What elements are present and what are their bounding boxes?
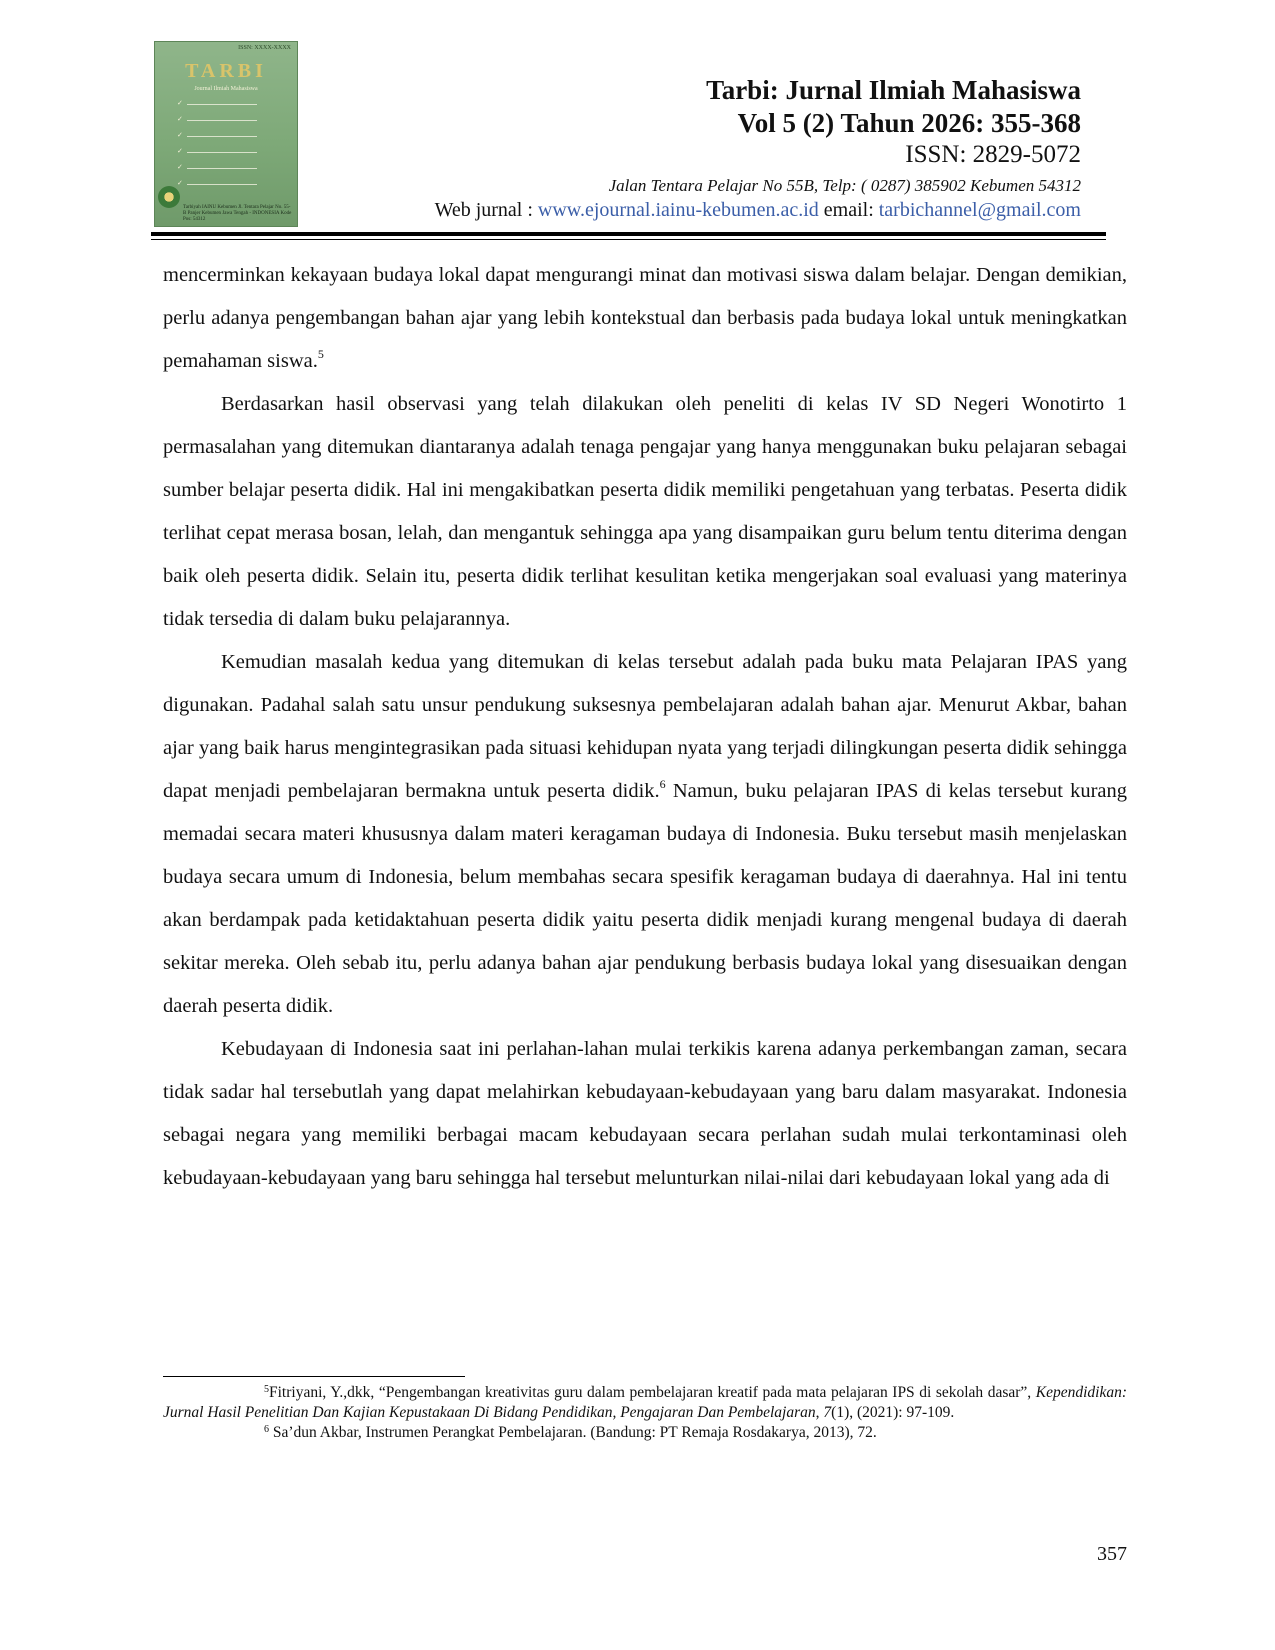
paragraph-text: Namun, buku pelajaran IPAS di kelas tersebut kurang memadai secara materi khususnya dalam materi keragaman budaya di Indonesia. Buku tersebut masih menjelaskan budaya secara umum di Indonesia, belum membahas secara spesifik keragaman budaya di daerahnya. Hal ini tentu akan berdampak pada ketidaktahuan peserta didik yaitu peserta didik menjadi kurang mengenal budaya di daerah sekitar mereka. Oleh sebab itu, perlu adanya bahan ajar pendukung berbasis budaya lokal yang disesuaikan dengan daerah peserta didik.: [163, 780, 1127, 1017]
footnote-text: Sa’dun Akbar, Instrumen Perangkat Pembelajaran. (Bandung: PT Remaja Rosdakarya, 2013), 72.: [269, 1424, 877, 1441]
footnote-divider: [163, 1376, 465, 1377]
journal-volume: Vol 5 (2) Tahun 2026: 355-368: [737, 108, 1081, 138]
paragraph-text: mencerminkan kekayaan budaya lokal dapat mengurangi minat dan motivasi siswa dalam belajar. Dengan demikian, perlu adanya pengembangan bahan ajar yang lebih kontekstual dan berbasis pada budaya lokal untuk meningkatkan pemahaman siswa.: [163, 264, 1127, 372]
footnote-ref[interactable]: 6: [659, 777, 666, 791]
cover-title: TARBI: [185, 60, 267, 82]
web-link[interactable]: www.ejournal.iainu-kebumen.ac.id: [537, 199, 819, 221]
journal-web-line: [435, 199, 1081, 222]
footnote-5: [163, 1383, 1127, 1423]
check-icon: ✓: [177, 99, 183, 107]
cover-line: [187, 104, 257, 105]
paragraph-3: [163, 641, 1127, 1028]
cover-line: [187, 184, 257, 185]
check-icon: ✓: [177, 131, 183, 139]
journal-address: Jalan Tentara Pelajar No 55B, Telp: ( 0287) 385902 Kebumen 54312: [608, 176, 1081, 195]
paragraph-4: Kebudayaan di Indonesia saat ini perlahan-lahan mulai terkikis karena adanya perkembangan zaman, secara tidak sadar hal tersebutlah yang dapat melahirkan kebudayaan-kebudayaan yang baru dalam masyarakat. Indonesia sebagai negara yang memiliki berbagai macam kebudayaan secara perlahan sudah mulai terkontaminasi oleh kebudayaan-kebudayaan yang baru sehingga hal tersebut melunturkan nilai-nilai dari kebudayaan lokal yang ada di: [163, 1038, 1127, 1189]
footnote-text: (1), (2021): 97-109.: [831, 1404, 955, 1421]
cover-line: [187, 152, 257, 153]
email-label: email:: [818, 199, 879, 221]
journal-cover-image: [154, 41, 298, 227]
cover-issn: ISSN: XXXX-XXXX: [238, 45, 291, 51]
footnote-journal: Kependidikan: Jurnal Hasil Penelitian Dan Kajian Kepustakaan Di Bidang Pendidikan, Pengajaran Dan Pembelajaran: [163, 1384, 1127, 1421]
email-link[interactable]: tarbichannel@gmail.com: [878, 199, 1081, 221]
footnote-number: 6: [264, 1424, 269, 1435]
paragraph-text: Kemudian masalah kedua yang ditemukan di kelas tersebut adalah pada buku mata Pelajaran IPAS yang digunakan. Padahal salah satu unsur pendukung suksesnya pembelajaran adalah bahan ajar. Menurut Akbar, bahan ajar yang baik harus mengintegrasikan pada situasi kehidupan nyata yang terjadi dilingkungan peserta didik sehingga dapat menjadi pembelajaran bermakna untuk peserta didik.: [163, 651, 1127, 802]
header-divider-thin: [151, 239, 1106, 240]
article-body: [163, 254, 1127, 1200]
journal-title: Tarbi: Jurnal Ilmiah Mahasiswa: [706, 75, 1081, 105]
cover-line: [187, 168, 257, 169]
cover-footer: Tarbiyah IAINU Kebumen Jl. Tentara Pelajar No. 55-B Panjer Kebumen Jawa Tengah - INDONESIA Kode Pos: 54312: [183, 205, 292, 222]
footnotes: [163, 1383, 1127, 1443]
footnote-number: 5: [264, 1384, 269, 1395]
footnote-text: ,: [815, 1404, 824, 1421]
check-icon: ✓: [177, 163, 183, 171]
check-icon: ✓: [177, 179, 183, 187]
cover-line: [187, 136, 257, 137]
header-divider-thick: [151, 232, 1106, 236]
cover-line: [187, 120, 257, 121]
page-number: 357: [1097, 1543, 1127, 1565]
paragraph-1: [163, 254, 1127, 383]
footnote-text: Fitriyani, Y.,dkk, “Pengembangan kreativitas guru dalam pembelajaran kreatif pada mata pelajaran IPS di sekolah dasar”,: [269, 1384, 1036, 1401]
check-icon: ✓: [177, 115, 183, 123]
journal-issn: ISSN: 2829-5072: [905, 141, 1081, 168]
footnote-6: [163, 1423, 1127, 1443]
institution-logo-icon: [158, 186, 180, 208]
paragraph-2: Berdasarkan hasil observasi yang telah dilakukan oleh peneliti di kelas IV SD Negeri Wonotirto 1 permasalahan yang ditemukan diantaranya adalah tenaga pengajar yang hanya menggunakan buku pelajaran sebagai sumber belajar peserta didik. Hal ini mengakibatkan peserta didik memiliki pengetahuan yang terbatas. Peserta didik terlihat cepat merasa bosan, lelah, dan mengantuk sehingga apa yang disampaikan guru belum tentu diterima dengan baik oleh peserta didik. Selain itu, peserta didik terlihat kesulitan ketika mengerjakan soal evaluasi yang materinya tidak tersedia di dalam buku pelajarannya.: [163, 393, 1127, 630]
check-icon: ✓: [177, 147, 183, 155]
web-label: Web jurnal :: [434, 199, 538, 221]
footnote-ref[interactable]: 5: [317, 347, 324, 361]
cover-subtitle: Journal Ilmiah Mahasiswa: [194, 86, 258, 92]
footnote-volume: 7: [823, 1404, 832, 1421]
